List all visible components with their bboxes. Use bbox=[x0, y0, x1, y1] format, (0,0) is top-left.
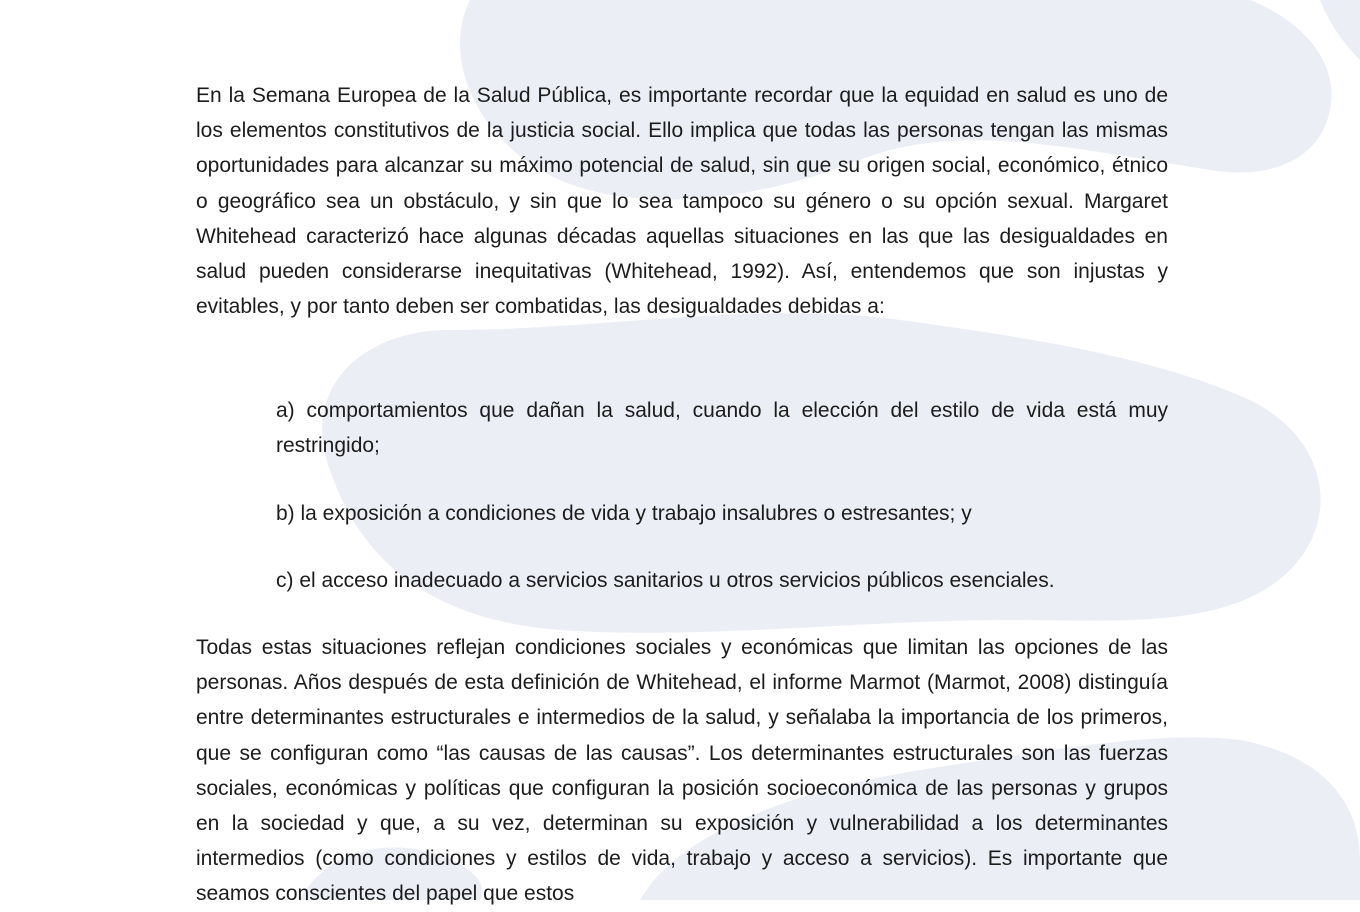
second-paragraph: Todas estas situaciones reflejan condiciones sociales y económicas que limitan las opciones de las personas. Años después de esta definición de Whitehead, el informe Marmot (Marmot, 2008) distinguía entre determinantes estructurales e intermedios de la salud, y señalaba la importancia de los primeros, que se configuran como “las causas de las causas”. Los determinantes estructurales son las fuerzas sociales, económicas y políticas que configuran la posición socioeconómica de las personas y grupos en la sociedad y que, a su vez, determinan su exposición y vulnerabilidad a los determinantes intermedios (como condiciones y estilos de vida, trabajo y acceso a servicios). Es importante que seamos conscientes del papel que estos bbox=[196, 636, 1168, 906]
intro-paragraph: En la Semana Europea de la Salud Pública, es importante recordar que la equidad en salud es uno de los elementos constitutivos de la justicia social. Ello implica que todas las personas tengan las mismas oportunidades para alcanzar su máximo potencial de salud, sin que su origen social, económico, étnico o geográfico sea un obstáculo, y sin que lo sea tampoco su género o su opción sexual. Margaret Whitehead caracterizó hace algunas décadas aquellas situaciones en las que las desigualdades en salud pueden considerarse inequitativas (Whitehead, 1992). Así, entendemos que son injustas y evitables, y por tanto deben ser combatidas, las desigualdades debidas a: bbox=[196, 84, 1168, 319]
list-item-b: b) la exposición a condiciones de vida y trabajo insalubres o estresantes; y bbox=[276, 502, 972, 525]
list-item-a: a) comportamientos que dañan la salud, cuando la elección del estilo de vida está muy restringido; bbox=[276, 399, 1168, 458]
list-item-c: c) el acceso inadecuado a servicios sanitarios u otros servicios públicos esenciales. bbox=[276, 569, 1055, 592]
